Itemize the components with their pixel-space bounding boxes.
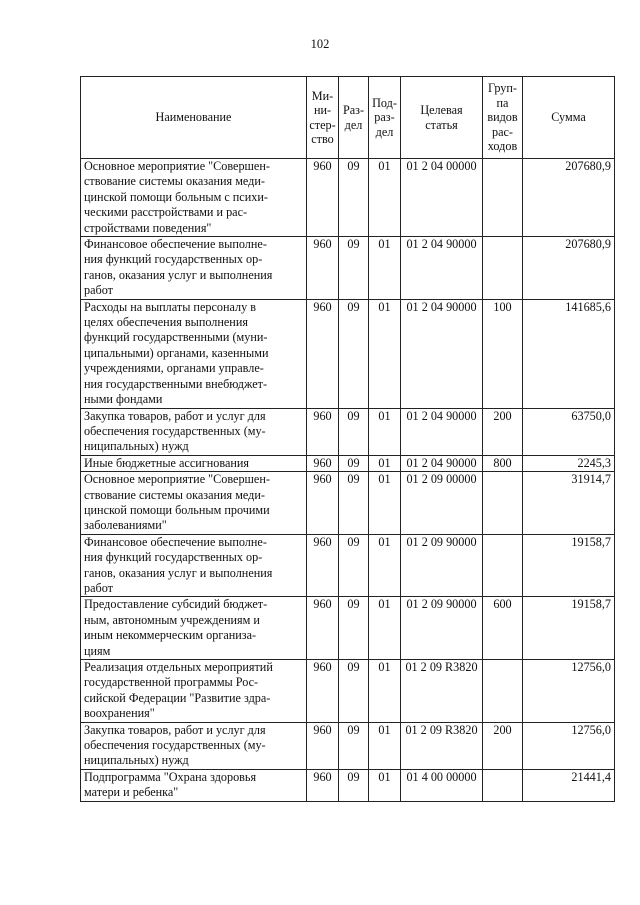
row-section-cell: 09 [339, 299, 369, 408]
table-body [81, 159, 615, 802]
row-target-cell: 01 2 09 90000 [401, 534, 483, 597]
budget-table [80, 76, 615, 802]
header-row [81, 77, 615, 159]
row-subsection-cell: 01 [369, 159, 401, 237]
row-section-cell: 09 [339, 237, 369, 300]
row-name-cell: Финансовое обеспечение выполне- ния функций государственных ор- ганов, оказания услуг и выполнения работ [81, 534, 307, 597]
row-name-cell: Основное мероприятие "Совершен- ствование системы оказания меди- цинской помощи больным прочими заболеваниями" [81, 472, 307, 535]
row-group-cell: 200 [483, 722, 523, 769]
row-target-cell: 01 2 04 90000 [401, 455, 483, 471]
row-subsection-cell: 01 [369, 660, 401, 723]
row-target-cell: 01 2 04 90000 [401, 299, 483, 408]
row-target-cell: 01 2 09 00000 [401, 472, 483, 535]
row-ministry-cell: 960 [307, 769, 339, 801]
row-name-cell: Предоставление субсидий бюджет- ным, автономным учреждениям и иным некоммерческим организа- циям [81, 597, 307, 660]
row-group-cell: 100 [483, 299, 523, 408]
row-target-cell: 01 2 04 90000 [401, 408, 483, 455]
row-name-cell: Основное мероприятие "Совершен- ствование системы оказания меди- цинской помощи больным с психи- ческими расстройствами и рас- стройствами поведения" [81, 159, 307, 237]
header-section: Раз- дел [339, 77, 369, 159]
table-row [81, 597, 615, 660]
row-ministry-cell: 960 [307, 408, 339, 455]
row-name-cell: Иные бюджетные ассигнования [81, 455, 307, 471]
row-ministry-cell: 960 [307, 722, 339, 769]
header-target: Целевая статья [401, 77, 483, 159]
row-group-cell [483, 660, 523, 723]
row-name-cell: Закупка товаров, работ и услуг для обеспечения государственных (му- ниципальных) нужд [81, 408, 307, 455]
row-subsection-cell: 01 [369, 299, 401, 408]
row-sum-cell: 2245,3 [523, 455, 615, 471]
row-target-cell: 01 2 09 R3820 [401, 722, 483, 769]
table-row [81, 455, 615, 471]
row-ministry-cell: 960 [307, 597, 339, 660]
header-ministry: Ми- ни- стер- ство [307, 77, 339, 159]
table-row [81, 237, 615, 300]
row-target-cell: 01 2 09 R3820 [401, 660, 483, 723]
row-section-cell: 09 [339, 472, 369, 535]
header-sum: Сумма [523, 77, 615, 159]
row-group-cell: 200 [483, 408, 523, 455]
row-group-cell [483, 472, 523, 535]
row-target-cell: 01 2 09 90000 [401, 597, 483, 660]
row-name-cell: Закупка товаров, работ и услуг для обеспечения государственных (му- ниципальных) нужд [81, 722, 307, 769]
header-group: Груп- па видов рас- ходов [483, 77, 523, 159]
row-subsection-cell: 01 [369, 534, 401, 597]
row-group-cell [483, 769, 523, 801]
row-ministry-cell: 960 [307, 159, 339, 237]
table-row [81, 299, 615, 408]
row-sum-cell: 19158,7 [523, 534, 615, 597]
row-subsection-cell: 01 [369, 722, 401, 769]
row-sum-cell: 207680,9 [523, 237, 615, 300]
row-sum-cell: 31914,7 [523, 472, 615, 535]
row-subsection-cell: 01 [369, 237, 401, 300]
row-name-cell: Расходы на выплаты персоналу в целях обеспечения выполнения функций государственными (муни- ципальными) органами, казенными учреждениями, органами управле- ния государственными внебюджет- ными фондами [81, 299, 307, 408]
table-row [81, 472, 615, 535]
row-sum-cell: 207680,9 [523, 159, 615, 237]
page-number: 102 [310, 37, 330, 51]
row-name-cell: Реализация отдельных мероприятий государственной программы Рос- сийской Федерации "Развитие здра- воохранения" [81, 660, 307, 723]
row-sum-cell: 63750,0 [523, 408, 615, 455]
row-ministry-cell: 960 [307, 472, 339, 535]
row-section-cell: 09 [339, 769, 369, 801]
row-section-cell: 09 [339, 722, 369, 769]
row-sum-cell: 12756,0 [523, 660, 615, 723]
row-subsection-cell: 01 [369, 455, 401, 471]
table-row [81, 534, 615, 597]
row-ministry-cell: 960 [307, 455, 339, 471]
row-group-cell [483, 159, 523, 237]
row-name-cell: Подпрограмма "Охрана здоровья матери и ребенка" [81, 769, 307, 801]
table-row [81, 408, 615, 455]
table-row [81, 660, 615, 723]
row-ministry-cell: 960 [307, 660, 339, 723]
row-section-cell: 09 [339, 159, 369, 237]
row-name-cell: Финансовое обеспечение выполне- ния функций государственных ор- ганов, оказания услуг и выполнения работ [81, 237, 307, 300]
row-target-cell: 01 2 04 00000 [401, 159, 483, 237]
row-sum-cell: 21441,4 [523, 769, 615, 801]
row-target-cell: 01 2 04 90000 [401, 237, 483, 300]
row-subsection-cell: 01 [369, 472, 401, 535]
row-group-cell [483, 237, 523, 300]
row-subsection-cell: 01 [369, 597, 401, 660]
row-group-cell [483, 534, 523, 597]
row-section-cell: 09 [339, 455, 369, 471]
row-subsection-cell: 01 [369, 408, 401, 455]
table-row [81, 722, 615, 769]
row-sum-cell: 19158,7 [523, 597, 615, 660]
row-group-cell: 600 [483, 597, 523, 660]
row-section-cell: 09 [339, 408, 369, 455]
row-section-cell: 09 [339, 534, 369, 597]
row-ministry-cell: 960 [307, 534, 339, 597]
row-target-cell: 01 4 00 00000 [401, 769, 483, 801]
header-name: Наименование [81, 77, 307, 159]
table-row [81, 159, 615, 237]
row-subsection-cell: 01 [369, 769, 401, 801]
row-section-cell: 09 [339, 660, 369, 723]
header-subsection: Под- раз- дел [369, 77, 401, 159]
row-ministry-cell: 960 [307, 299, 339, 408]
row-ministry-cell: 960 [307, 237, 339, 300]
row-sum-cell: 141685,6 [523, 299, 615, 408]
row-section-cell: 09 [339, 597, 369, 660]
row-group-cell: 800 [483, 455, 523, 471]
row-sum-cell: 12756,0 [523, 722, 615, 769]
table-row [81, 769, 615, 801]
